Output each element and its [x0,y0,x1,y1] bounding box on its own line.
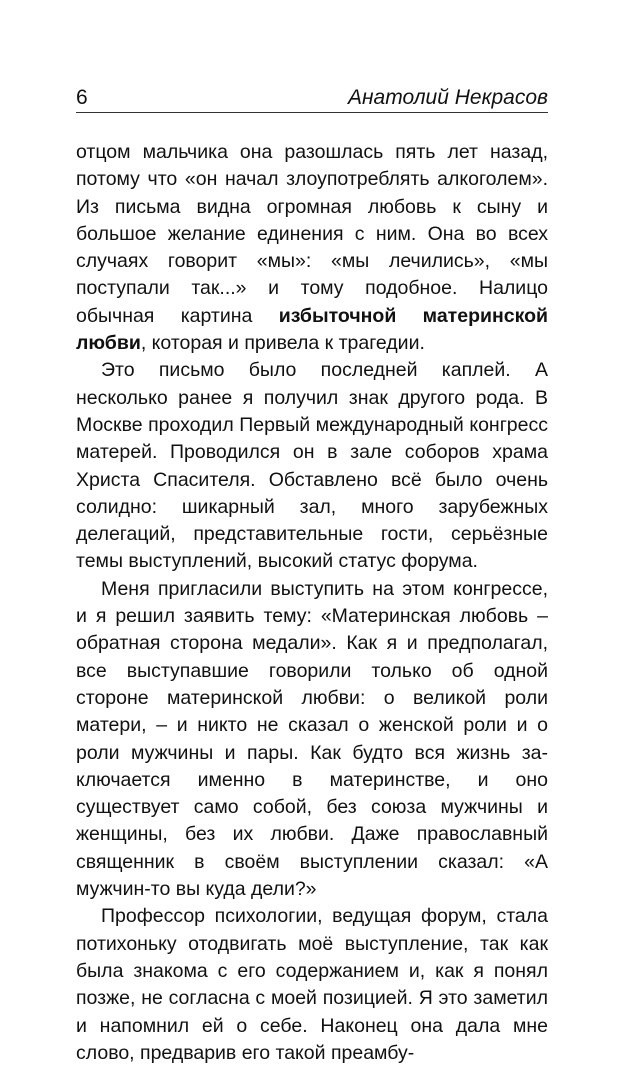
header-rule [76,112,548,113]
page-number: 6 [76,86,88,109]
paragraph-1-text-end: , которая и привела к трагедии. [140,332,425,355]
paragraph-2: Это письмо было последней каплей. А несколько ранее я получил знак другого рода. В Москве проходил Первый международный конгресс матерей. Проводился он в зале соборов храма Христа Спасителя. Обставлено всё было очень солидно: шикарный зал, много зарубежных делегаций, представительные гости, серьёзные темы выступлений, высокий статус форума. [76,359,548,573]
running-head-author: Анатолий Некрасов [347,86,548,109]
body-text [76,139,548,1067]
paragraph-3: Меня пригласили выступить на этом конгрессе, и я решил заявить тему: «Материнская любовь – обратная сторона медали». Как я и предполагал, все выступавшие говорили только об одной стороне материнской любви: о великой роли матери, – и никто не сказал о женской роли и о роли мужчины и пары. Как будто вся жизнь заключается именно в материнстве, и оно существует само собой, без союза мужчины и женщины, без их любви. Даже православный священник в своём выступлении сказал: «А мужчин-то вы куда дели?» [76,577,548,901]
page-header [76,80,548,112]
paragraph-1 [76,139,548,357]
paragraph-1-text-start: отцом мальчика она разошлась пять лет назад, потому что «он начал злоупотреблять алкоголем». Из письма видна огромная любовь к сыну и большое желание единения с ним. Она во всех случаях говорит «мы»: «мы лечились», «мы поступали так...» и тому подобное. Налицо обычная картина [76,141,548,327]
bold-phrase: избыточной материнской любви [76,304,549,355]
paragraph-4: Профессор психологии, ведущая форум, стала потихоньку отодвигать моё выступление, так как была знакома с его содержанием и, как я понял позже, не согласна с моей позицией. Я это заметил и напомнил ей о себе. Наконец она дала мне слово, предварив его такой преамбу- [76,905,548,1064]
